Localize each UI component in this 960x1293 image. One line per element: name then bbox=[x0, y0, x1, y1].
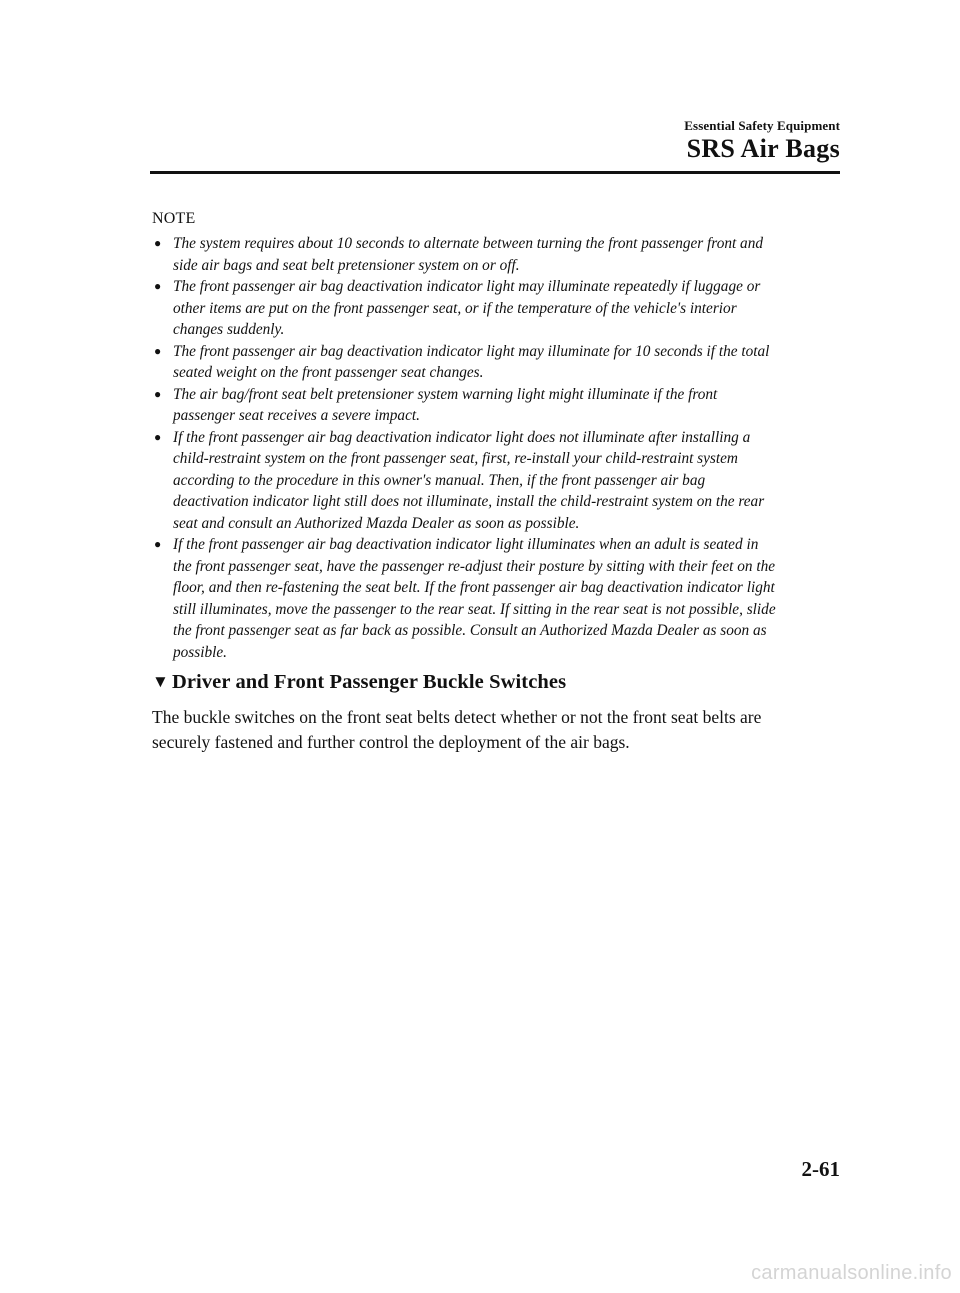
note-item bbox=[154, 276, 844, 341]
note-line: passenger seat receives a severe impact. bbox=[173, 407, 420, 424]
note-line: The front passenger air bag deactivation indicator light may illuminate for 10 seconds if the total bbox=[173, 342, 770, 360]
note-line: possible. bbox=[173, 643, 227, 661]
note-line: If the front passenger air bag deactivation indicator light illuminates when an adult is seated in bbox=[173, 536, 759, 553]
note-line: side air bags and seat belt pretensioner system on or off. bbox=[173, 256, 520, 274]
note-item bbox=[154, 341, 844, 384]
note-line: changes suddenly. bbox=[173, 321, 285, 338]
note-list bbox=[154, 233, 844, 663]
bullet-icon: ● bbox=[154, 386, 162, 401]
note-line: deactivation indicator light still does not illuminate, install the child-restraint system on the rear bbox=[173, 493, 765, 510]
note-item bbox=[154, 384, 844, 427]
note-line: The air bag/front seat belt pretensioner system warning light might illuminate if the front bbox=[173, 385, 718, 403]
body-line: The buckle switches on the front seat belts detect whether or not the front seat belts are bbox=[152, 707, 762, 727]
note-line: If the front passenger air bag deactivation indicator light does not illuminate after installing a bbox=[173, 428, 751, 446]
note-line: seated weight on the front passenger seat changes. bbox=[173, 364, 484, 381]
note-line: The front passenger air bag deactivation indicator light may illuminate repeatedly if luggage or bbox=[173, 278, 761, 295]
note-heading: NOTE bbox=[152, 210, 196, 227]
note-line: child-restraint system on the front passenger seat, first, re-install your child-restraint system bbox=[173, 450, 738, 467]
section-heading bbox=[152, 671, 566, 694]
page-title: SRS Air Bags bbox=[686, 134, 840, 163]
down-triangle-icon: ▼ bbox=[152, 672, 169, 691]
note-line: the front passenger seat as far back as possible. Consult an Authorized Mazda Dealer as soon as bbox=[173, 622, 767, 639]
body-paragraph bbox=[152, 705, 842, 755]
bullet-icon: ● bbox=[154, 236, 162, 250]
section-label: Essential Safety Equipment bbox=[684, 118, 840, 133]
note-item bbox=[154, 534, 844, 663]
page-number: 2-61 bbox=[801, 1157, 840, 1181]
bullet-icon: ● bbox=[154, 343, 162, 358]
note-item bbox=[154, 427, 844, 535]
bullet-icon: ● bbox=[154, 537, 162, 551]
watermark: carmanualsonline.info bbox=[751, 1262, 952, 1284]
note-line: still illuminates, move the passenger to the rear seat. If sitting in the rear seat is not possible, slide bbox=[173, 600, 776, 618]
note-line: the front passenger seat, have the passenger re-adjust their posture by sitting with their feet on the bbox=[173, 557, 776, 575]
header-divider bbox=[150, 171, 840, 174]
bullet-icon: ● bbox=[154, 279, 162, 293]
note-item bbox=[154, 233, 844, 276]
note-line: according to the procedure in this owner's manual. Then, if the front passenger air bag bbox=[173, 471, 706, 489]
section-heading-text: Driver and Front Passenger Buckle Switches bbox=[171, 671, 567, 693]
note-line: other items are put on the front passenger seat, or if the temperature of the vehicle's interior bbox=[173, 299, 737, 317]
body-line: securely fastened and further control the deployment of the air bags. bbox=[152, 732, 630, 752]
note-line: floor, and then re-fastening the seat belt. If the front passenger air bag deactivation indicator light bbox=[173, 579, 775, 596]
bullet-icon: ● bbox=[154, 429, 162, 444]
note-line: The system requires about 10 seconds to alternate between turning the front passenger front and bbox=[173, 235, 764, 252]
note-line: seat and consult an Authorized Mazda Dealer as soon as possible. bbox=[173, 514, 580, 532]
